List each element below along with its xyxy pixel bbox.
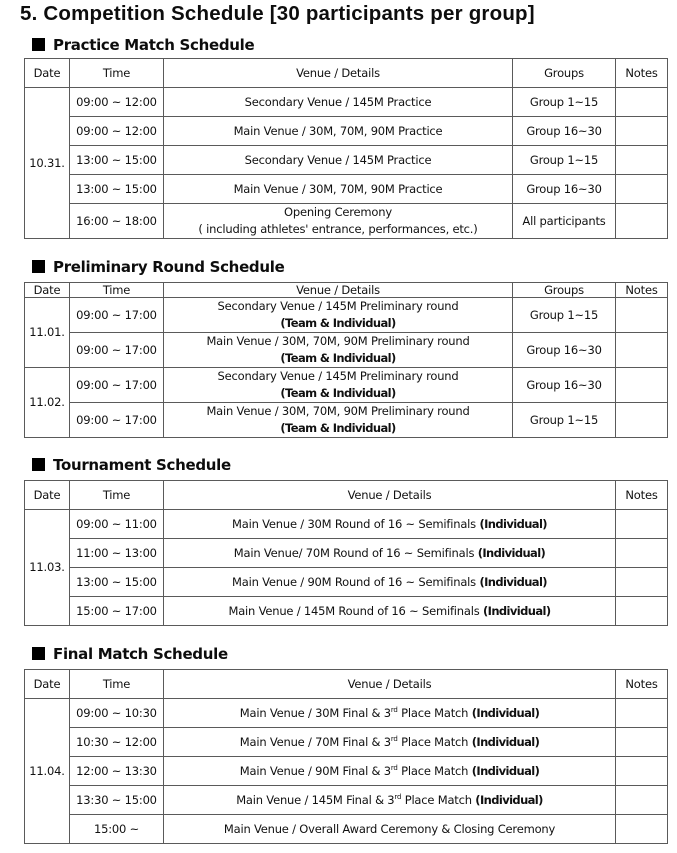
time-cell: 09:00 ~ 11:00 — [70, 510, 164, 539]
table-row — [25, 403, 668, 438]
section-heading-final — [32, 645, 228, 663]
venue-bold-text: (Individual) — [479, 574, 547, 589]
time-cell: 11:00 ~ 13:00 — [70, 539, 164, 568]
section-heading-practice — [32, 36, 254, 54]
time-cell: 09:00 ~ 17:00 — [70, 333, 164, 368]
venue-cell — [164, 699, 616, 728]
ordinal-suffix: rd — [390, 763, 398, 772]
notes-cell — [616, 175, 668, 204]
venue-text: Main Venue / 70M Final & 3 — [239, 734, 391, 749]
time-cell: 09:00 ~ 17:00 — [70, 403, 164, 438]
time-cell: 13:30 ~ 15:00 — [70, 786, 164, 815]
date-cell: 10.31. — [25, 88, 70, 239]
header-date: Date — [25, 59, 70, 88]
time-cell: 09:00 ~ 17:00 — [70, 368, 164, 403]
venue-text-post: Place Match — [401, 705, 469, 720]
header-venue: Venue / Details — [164, 670, 616, 699]
table-row — [25, 298, 668, 333]
notes-cell — [616, 510, 668, 539]
venue-bold-line: (Team & Individual) — [280, 421, 396, 435]
table-header-row — [25, 59, 668, 88]
table-row — [25, 175, 668, 204]
group-cell: Group 1~15 — [513, 146, 616, 175]
date-cell: 11.04. — [25, 699, 70, 844]
table-row — [25, 146, 668, 175]
notes-cell — [616, 333, 668, 368]
notes-cell — [616, 88, 668, 117]
time-cell: 12:00 ~ 13:30 — [70, 757, 164, 786]
square-bullet-icon — [32, 458, 45, 471]
group-cell: All participants — [513, 204, 616, 239]
header-venue: Venue / Details — [164, 59, 513, 88]
ordinal-suffix: rd — [394, 792, 402, 801]
header-notes: Notes — [616, 59, 668, 88]
venue-cell — [164, 568, 616, 597]
square-bullet-icon — [32, 38, 45, 51]
time-cell: 15:00 ~ 17:00 — [70, 597, 164, 626]
venue-bold-text: (Individual) — [471, 763, 540, 778]
header-time: Time — [70, 670, 164, 699]
venue-cell — [164, 298, 513, 333]
group-cell: Group 16~30 — [513, 368, 616, 403]
venue-cell — [164, 815, 616, 844]
venue-line: Main Venue / 30M, 70M, 90M Preliminary round — [206, 404, 470, 418]
practice-schedule-table — [24, 58, 668, 239]
square-bullet-icon — [32, 260, 45, 273]
table-row — [25, 757, 668, 786]
header-venue: Venue / Details — [164, 481, 616, 510]
table-row — [25, 368, 668, 403]
table-row — [25, 568, 668, 597]
time-cell: 15:00 ~ — [70, 815, 164, 844]
tournament-schedule-table — [24, 480, 668, 626]
venue-text: Main Venue / 145M Round of 16 ~ Semifinals — [228, 603, 480, 618]
table-header-row — [25, 283, 668, 298]
venue-text-post: Place Match — [404, 792, 472, 807]
header-notes: Notes — [616, 481, 668, 510]
table-row — [25, 815, 668, 844]
venue-cell: Secondary Venue / 145M Practice — [164, 88, 513, 117]
venue-text-post: Place Match — [401, 734, 469, 749]
table-row — [25, 728, 668, 757]
notes-cell — [616, 757, 668, 786]
venue-line: Secondary Venue / 145M Preliminary round — [217, 369, 459, 383]
table-row — [25, 333, 668, 368]
page-title: 5. Competition Schedule [30 participants per group] — [20, 2, 535, 25]
date-cell: 11.02. — [25, 368, 70, 438]
group-cell: Group 16~30 — [513, 333, 616, 368]
time-cell: 13:00 ~ 15:00 — [70, 568, 164, 597]
group-cell: Group 16~30 — [513, 175, 616, 204]
venue-bold-line: (Team & Individual) — [280, 351, 396, 365]
table-row — [25, 539, 668, 568]
time-cell: 09:00 ~ 17:00 — [70, 298, 164, 333]
time-cell: 13:00 ~ 15:00 — [70, 146, 164, 175]
venue-text: Main Venue / 145M Final & 3 — [236, 792, 395, 807]
notes-cell — [616, 298, 668, 333]
venue-cell — [164, 510, 616, 539]
venue-text: Main Venue/ 70M Round of 16 ~ Semifinals — [233, 545, 475, 560]
venue-bold-line: (Team & Individual) — [280, 316, 396, 330]
time-cell: 09:00 ~ 12:00 — [70, 117, 164, 146]
table-row — [25, 597, 668, 626]
table-header-row — [25, 670, 668, 699]
date-cell: 11.01. — [25, 298, 70, 368]
table-row — [25, 117, 668, 146]
table-header-row — [25, 481, 668, 510]
venue-text: Main Venue / 30M Final & 3 — [239, 705, 391, 720]
venue-cell — [164, 757, 616, 786]
date-cell: 11.03. — [25, 510, 70, 626]
notes-cell — [616, 786, 668, 815]
venue-bold-text: (Individual) — [479, 516, 547, 531]
venue-cell — [164, 368, 513, 403]
table-row — [25, 699, 668, 728]
square-bullet-icon — [32, 647, 45, 660]
header-time: Time — [70, 59, 164, 88]
venue-cell — [164, 539, 616, 568]
venue-line: Opening Ceremony — [284, 205, 392, 219]
header-time: Time — [70, 481, 164, 510]
time-cell: 09:00 ~ 10:30 — [70, 699, 164, 728]
venue-bold-text: (Individual) — [471, 705, 540, 720]
venue-bold-text: (Individual) — [477, 545, 546, 560]
table-row — [25, 204, 668, 239]
time-cell: 10:30 ~ 12:00 — [70, 728, 164, 757]
venue-line: Main Venue / 30M, 70M, 90M Preliminary round — [206, 334, 470, 348]
venue-bold-text: (Individual) — [482, 603, 551, 618]
ordinal-suffix: rd — [390, 734, 398, 743]
table-row — [25, 786, 668, 815]
time-cell: 13:00 ~ 15:00 — [70, 175, 164, 204]
final-schedule-table — [24, 669, 668, 844]
venue-cell: Main Venue / 30M, 70M, 90M Practice — [164, 117, 513, 146]
notes-cell — [616, 146, 668, 175]
venue-text: Main Venue / 90M Final & 3 — [239, 763, 391, 778]
venue-bold-line: (Team & Individual) — [280, 386, 396, 400]
preliminary-schedule-table — [24, 282, 668, 438]
header-date: Date — [25, 670, 70, 699]
notes-cell — [616, 568, 668, 597]
table-row — [25, 510, 668, 539]
notes-cell — [616, 204, 668, 239]
section-title: Final Match Schedule — [53, 645, 228, 663]
group-cell: Group 1~15 — [513, 298, 616, 333]
venue-cell — [164, 786, 616, 815]
header-time: Time — [70, 283, 164, 298]
venue-cell — [164, 333, 513, 368]
notes-cell — [616, 815, 668, 844]
venue-cell — [164, 403, 513, 438]
group-cell: Group 1~15 — [513, 403, 616, 438]
venue-cell — [164, 728, 616, 757]
section-title: Practice Match Schedule — [53, 36, 255, 54]
venue-text-post: Place Match — [401, 763, 469, 778]
header-groups: Groups — [513, 59, 616, 88]
header-date: Date — [25, 283, 70, 298]
notes-cell — [616, 597, 668, 626]
venue-bold-text: (Individual) — [471, 734, 540, 749]
notes-cell — [616, 117, 668, 146]
header-notes: Notes — [616, 670, 668, 699]
notes-cell — [616, 403, 668, 438]
header-date: Date — [25, 481, 70, 510]
section-heading-preliminary — [32, 258, 284, 276]
table-row — [25, 88, 668, 117]
notes-cell — [616, 699, 668, 728]
header-venue: Venue / Details — [164, 283, 513, 298]
venue-line-2: ( including athletes' entrance, performances, etc.) — [198, 222, 478, 236]
venue-cell: Secondary Venue / 145M Practice — [164, 146, 513, 175]
venue-text: Main Venue / 30M Round of 16 ~ Semifinals — [232, 516, 476, 531]
time-cell: 16:00 ~ 18:00 — [70, 204, 164, 239]
section-title: Preliminary Round Schedule — [53, 258, 285, 276]
group-cell: Group 1~15 — [513, 88, 616, 117]
section-heading-tournament — [32, 456, 231, 474]
notes-cell — [616, 539, 668, 568]
ordinal-suffix: rd — [390, 705, 398, 714]
venue-text: Main Venue / 90M Round of 16 ~ Semifinals — [232, 574, 476, 589]
header-groups: Groups — [513, 283, 616, 298]
venue-text: Main Venue / Overall Award Ceremony & Closing Ceremony — [223, 821, 556, 836]
venue-cell: Main Venue / 30M, 70M, 90M Practice — [164, 175, 513, 204]
venue-bold-text: (Individual) — [475, 792, 543, 807]
time-cell: 09:00 ~ 12:00 — [70, 88, 164, 117]
notes-cell — [616, 728, 668, 757]
header-notes: Notes — [616, 283, 668, 298]
venue-cell — [164, 204, 513, 239]
venue-line: Secondary Venue / 145M Preliminary round — [217, 299, 459, 313]
venue-cell — [164, 597, 616, 626]
section-title: Tournament Schedule — [53, 456, 231, 474]
group-cell: Group 16~30 — [513, 117, 616, 146]
notes-cell — [616, 368, 668, 403]
